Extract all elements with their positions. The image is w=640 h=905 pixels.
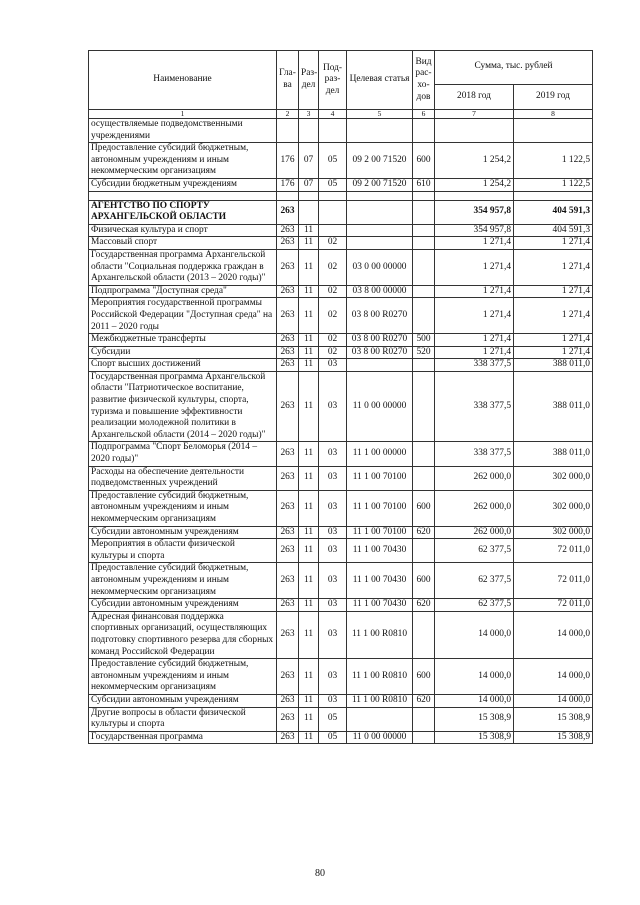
row-razdel: 11 [299,371,319,442]
row-glava: 263 [277,599,299,612]
row-sum-2019: 72 011,0 [514,539,593,563]
row-sum-2019: 388 011,0 [514,371,593,442]
row-vid [413,237,435,250]
row-glava: 263 [277,237,299,250]
col-number: 7 [435,110,514,119]
row-vid: 600 [413,563,435,599]
row-target: 03 8 00 R0270 [347,346,413,359]
row-vid [413,249,435,285]
row-target: 11 1 00 70100 [347,526,413,539]
row-razdel: 11 [299,346,319,359]
row-glava: 263 [277,611,299,658]
row-glava: 263 [277,731,299,744]
row-razdel: 11 [299,359,319,372]
row-sum-2018: 354 957,8 [435,224,514,237]
row-glava: 176 [277,143,299,179]
table-row [89,298,593,334]
row-razdel: 11 [299,466,319,490]
row-razdel: 11 [299,334,319,347]
row-glava: 176 [277,178,299,191]
table-row [89,442,593,466]
row-target: 11 1 00 R0810 [347,659,413,695]
row-sum-2018: 338 377,5 [435,371,514,442]
row-sum-2019: 15 308,9 [514,707,593,731]
header-sum: Сумма, тыс. рублей [435,51,593,85]
row-name: Другие вопросы в области физической культуры и спорта [89,707,277,731]
row-target [347,359,413,372]
row-sum-2018: 262 000,0 [435,466,514,490]
row-glava: 263 [277,659,299,695]
row-glava: 263 [277,490,299,526]
table-row [89,611,593,658]
row-glava: 263 [277,539,299,563]
table-row [89,731,593,744]
row-sum-2019 [514,191,593,200]
row-vid [413,359,435,372]
row-vid [413,285,435,298]
row-target [347,191,413,200]
row-vid [413,707,435,731]
row-glava [277,119,299,143]
row-name: Предоставление субсидий бюджетным, автономным учреждениям и иным некоммерческим организациям [89,143,277,179]
row-sum-2018: 262 000,0 [435,490,514,526]
row-name: Массовый спорт [89,237,277,250]
row-sum-2019: 1 271,4 [514,298,593,334]
table-row [89,237,593,250]
row-vid: 600 [413,490,435,526]
row-sum-2019: 14 000,0 [514,659,593,695]
row-podrazdel: 02 [319,346,347,359]
col-number: 2 [277,110,299,119]
col-number: 5 [347,110,413,119]
table-row [89,659,593,695]
row-glava: 263 [277,359,299,372]
row-razdel: 07 [299,143,319,179]
budget-table [88,50,593,744]
row-podrazdel: 03 [319,539,347,563]
row-target: 11 1 00 R0810 [347,611,413,658]
row-name: Подпрограмма "Спорт Беломорья (2014 – 2020 годы)" [89,442,277,466]
row-vid [413,298,435,334]
row-glava: 263 [277,346,299,359]
row-sum-2019: 15 308,9 [514,731,593,744]
row-podrazdel: 03 [319,526,347,539]
row-razdel: 11 [299,526,319,539]
row-razdel: 11 [299,707,319,731]
row-name: Мероприятия в области физической культуры и спорта [89,539,277,563]
row-podrazdel: 05 [319,731,347,744]
row-name: Субсидии бюджетным учреждениям [89,178,277,191]
row-sum-2018: 1 271,4 [435,334,514,347]
row-glava: 263 [277,224,299,237]
row-podrazdel: 03 [319,466,347,490]
table-row [89,563,593,599]
row-vid [413,611,435,658]
row-glava: 263 [277,442,299,466]
table-row [89,249,593,285]
row-podrazdel [319,119,347,143]
row-vid [413,119,435,143]
col-number: 8 [514,110,593,119]
row-razdel: 11 [299,249,319,285]
row-target: 09 2 00 71520 [347,143,413,179]
row-name: Субсидии автономным учреждениям [89,599,277,612]
row-vid [413,442,435,466]
row-glava: 263 [277,466,299,490]
row-podrazdel: 03 [319,599,347,612]
row-vid: 600 [413,659,435,695]
row-vid [413,731,435,744]
row-podrazdel: 05 [319,178,347,191]
row-name: Субсидии автономным учреждениям [89,694,277,707]
row-sum-2018: 1 271,4 [435,237,514,250]
row-name: Физическая культура и спорт [89,224,277,237]
table-row [89,191,593,200]
row-name: осуществляемые подведомственными учреждениями [89,119,277,143]
row-podrazdel: 03 [319,611,347,658]
row-vid: 620 [413,694,435,707]
row-sum-2018 [435,191,514,200]
header-razdel: Раз-дел [299,51,319,110]
row-glava: 263 [277,298,299,334]
row-sum-2019 [514,119,593,143]
row-podrazdel [319,224,347,237]
row-glava: 263 [277,707,299,731]
row-sum-2018: 338 377,5 [435,359,514,372]
row-razdel: 11 [299,731,319,744]
row-sum-2019: 1 271,4 [514,237,593,250]
row-target [347,224,413,237]
row-target: 03 8 00 00000 [347,285,413,298]
row-target: 11 1 00 00000 [347,442,413,466]
row-sum-2019: 14 000,0 [514,611,593,658]
row-razdel: 11 [299,442,319,466]
row-razdel: 07 [299,178,319,191]
row-name: Межбюджетные трансферты [89,334,277,347]
col-number: 1 [89,110,277,119]
table-row [89,694,593,707]
row-razdel: 11 [299,539,319,563]
row-name: Мероприятия государственной программы Российской Федерации "Доступная среда" на 2011 – 2020 годы [89,298,277,334]
row-sum-2019: 404 591,3 [514,224,593,237]
header-name: Наименование [89,51,277,110]
row-podrazdel: 03 [319,442,347,466]
row-name: Предоставление субсидий бюджетным, автономным учреждениям и иным некоммерческим организациям [89,490,277,526]
row-podrazdel: 03 [319,563,347,599]
row-glava [277,191,299,200]
row-podrazdel: 02 [319,298,347,334]
row-name: Субсидии [89,346,277,359]
column-numbers-row [89,110,593,119]
row-name: Государственная программа Архангельской области "Социальная поддержка граждан в Архангельской области (2013 – 2020 годы)" [89,249,277,285]
row-podrazdel: 02 [319,237,347,250]
row-target: 11 0 00 00000 [347,731,413,744]
row-vid [413,371,435,442]
row-sum-2019: 72 011,0 [514,599,593,612]
row-vid: 520 [413,346,435,359]
row-vid: 600 [413,143,435,179]
row-podrazdel: 02 [319,249,347,285]
table-row [89,526,593,539]
row-target: 09 2 00 71520 [347,178,413,191]
row-glava: 263 [277,526,299,539]
row-razdel: 11 [299,490,319,526]
table-row [89,359,593,372]
table-row [89,178,593,191]
header-2019: 2019 год [514,84,593,109]
row-sum-2018: 1 271,4 [435,298,514,334]
row-target: 03 0 00 00000 [347,249,413,285]
row-razdel: 11 [299,563,319,599]
table-row [89,119,593,143]
row-razdel: 11 [299,224,319,237]
table-row [89,539,593,563]
row-sum-2019: 388 011,0 [514,442,593,466]
table-row [89,707,593,731]
row-sum-2018: 62 377,5 [435,539,514,563]
row-glava: 263 [277,563,299,599]
row-razdel [299,191,319,200]
table-row [89,334,593,347]
row-name: Расходы на обеспечение деятельности подведомственных учреждений [89,466,277,490]
row-target: 11 1 00 70430 [347,539,413,563]
row-sum-2018: 262 000,0 [435,526,514,539]
row-sum-2018: 1 271,4 [435,346,514,359]
row-sum-2019: 1 271,4 [514,346,593,359]
row-razdel: 11 [299,694,319,707]
row-name [89,191,277,200]
row-sum-2019: 1 122,5 [514,178,593,191]
row-sum-2019: 1 122,5 [514,143,593,179]
row-sum-2019: 1 271,4 [514,249,593,285]
row-sum-2019: 302 000,0 [514,526,593,539]
row-name: Подпрограмма "Доступная среда" [89,285,277,298]
table-row [89,466,593,490]
row-glava: 263 [277,694,299,707]
row-vid [413,539,435,563]
row-name: Государственная программа Архангельской области "Патриотическое воспитание, развитие физической культуры, спорта, туризма и повышение эффективности реализации молодежной политики в Архангельской области (2014 – 2020 годы)" [89,371,277,442]
row-sum-2018: 14 000,0 [435,659,514,695]
row-sum-2019: 388 011,0 [514,359,593,372]
row-glava: 263 [277,285,299,298]
row-sum-2018: 62 377,5 [435,563,514,599]
row-glava: 263 [277,371,299,442]
header-vid: Вид рас-хо-дов [413,51,435,110]
row-target: 03 8 00 R0270 [347,298,413,334]
row-vid [413,200,435,224]
col-number: 6 [413,110,435,119]
row-vid [413,224,435,237]
row-target [347,707,413,731]
row-target [347,237,413,250]
row-name: Государственная программа [89,731,277,744]
row-sum-2019: 1 271,4 [514,285,593,298]
table-row [89,371,593,442]
row-podrazdel: 05 [319,143,347,179]
row-razdel: 11 [299,285,319,298]
header-2018: 2018 год [435,84,514,109]
row-podrazdel: 03 [319,371,347,442]
col-number: 4 [319,110,347,119]
row-podrazdel: 02 [319,285,347,298]
table-row [89,285,593,298]
col-number: 3 [299,110,319,119]
row-name: Субсидии автономным учреждениям [89,526,277,539]
row-vid: 610 [413,178,435,191]
row-target: 03 8 00 R0270 [347,334,413,347]
table-row [89,143,593,179]
row-podrazdel: 03 [319,490,347,526]
table-row [89,490,593,526]
row-razdel: 11 [299,611,319,658]
row-sum-2018: 15 308,9 [435,731,514,744]
row-target: 11 1 00 70100 [347,466,413,490]
table-row [89,346,593,359]
row-podrazdel: 02 [319,334,347,347]
row-sum-2018: 14 000,0 [435,694,514,707]
header-podrazdel: Под-раз-дел [319,51,347,110]
row-glava: 263 [277,200,299,224]
row-name: АГЕНТСТВО ПО СПОРТУ АРХАНГЕЛЬСКОЙ ОБЛАСТИ [89,200,277,224]
row-razdel: 11 [299,659,319,695]
row-sum-2019: 72 011,0 [514,563,593,599]
header-glava: Гла-ва [277,51,299,110]
row-name: Предоставление субсидий бюджетным, автономным учреждениям и иным некоммерческим организациям [89,659,277,695]
row-name: Спорт высших достижений [89,359,277,372]
row-podrazdel: 03 [319,694,347,707]
table-row [89,224,593,237]
row-target: 11 1 00 R0810 [347,694,413,707]
row-podrazdel: 03 [319,659,347,695]
row-sum-2018: 338 377,5 [435,442,514,466]
row-target [347,200,413,224]
row-podrazdel: 05 [319,707,347,731]
row-podrazdel [319,191,347,200]
row-sum-2018: 354 957,8 [435,200,514,224]
row-sum-2018: 62 377,5 [435,599,514,612]
row-sum-2019: 302 000,0 [514,490,593,526]
row-target: 11 1 00 70100 [347,490,413,526]
row-sum-2019: 404 591,3 [514,200,593,224]
row-podrazdel [319,200,347,224]
row-glava: 263 [277,249,299,285]
row-sum-2018: 15 308,9 [435,707,514,731]
row-vid: 620 [413,526,435,539]
row-podrazdel: 03 [319,359,347,372]
row-sum-2019: 1 271,4 [514,334,593,347]
row-razdel: 11 [299,237,319,250]
row-razdel: 11 [299,599,319,612]
table-row [89,599,593,612]
row-razdel: 11 [299,298,319,334]
row-vid: 500 [413,334,435,347]
row-vid [413,191,435,200]
row-razdel [299,119,319,143]
row-name: Адресная финансовая поддержка спортивных организаций, осуществляющих подготовку спортивного резерва для сборных команд Российской Федерации [89,611,277,658]
row-sum-2018: 1 254,2 [435,143,514,179]
page-number: 80 [315,868,325,879]
row-sum-2019: 14 000,0 [514,694,593,707]
row-glava: 263 [277,334,299,347]
row-sum-2018: 14 000,0 [435,611,514,658]
row-target: 11 1 00 70430 [347,599,413,612]
header-target: Целевая статья [347,51,413,110]
table-row [89,200,593,224]
row-target: 11 0 00 00000 [347,371,413,442]
row-vid: 620 [413,599,435,612]
row-sum-2018: 1 271,4 [435,285,514,298]
row-sum-2018: 1 271,4 [435,249,514,285]
row-razdel [299,200,319,224]
row-target: 11 1 00 70430 [347,563,413,599]
row-sum-2019: 302 000,0 [514,466,593,490]
row-target [347,119,413,143]
row-vid [413,466,435,490]
row-name: Предоставление субсидий бюджетным, автономным учреждениям и иным некоммерческим организациям [89,563,277,599]
row-sum-2018 [435,119,514,143]
row-sum-2018: 1 254,2 [435,178,514,191]
